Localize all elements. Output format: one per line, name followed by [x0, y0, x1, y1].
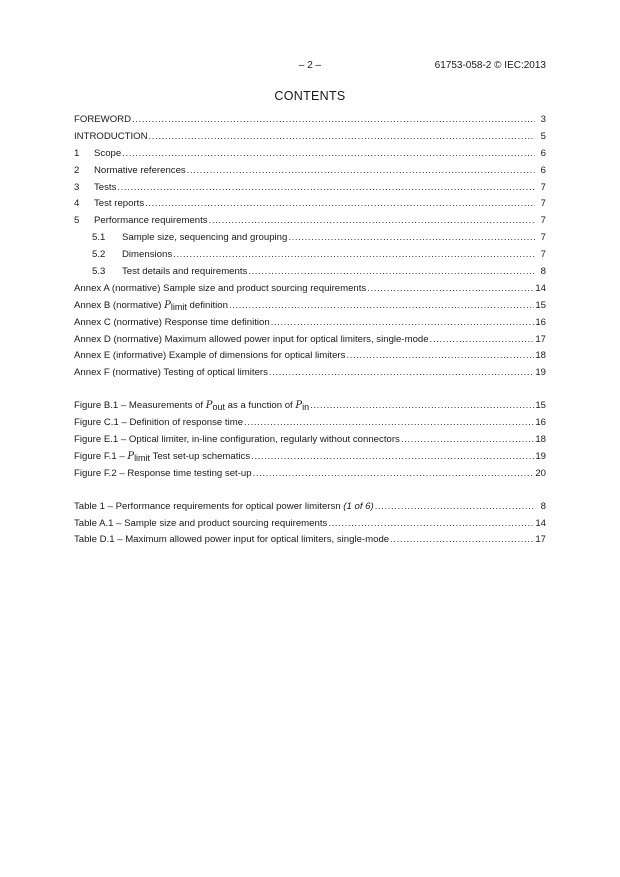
- toc-entry-test-details[interactable]: [74, 266, 546, 283]
- toc-label: Annex E (informative) Example of dimensions for optical limiters: [74, 350, 346, 362]
- table-page: 8: [540, 500, 546, 512]
- toc-page: 3: [540, 114, 546, 125]
- figure-page: 19: [535, 450, 546, 462]
- leader-dots: [269, 367, 534, 378]
- toc-entry-annex-f[interactable]: [74, 367, 546, 384]
- table-page: 14: [535, 517, 546, 529]
- leader-dots: [430, 334, 535, 345]
- toc-page: 6: [540, 164, 546, 176]
- toc-page: 16: [535, 316, 546, 328]
- variable-subscript: limit: [170, 301, 187, 312]
- page-number: – 2 –: [298, 60, 322, 71]
- leader-dots: [173, 249, 535, 260]
- leader-dots: [346, 350, 534, 361]
- toc-page: 17: [535, 333, 546, 345]
- figure-entry-c1[interactable]: [74, 417, 546, 434]
- toc-label: Tests: [94, 181, 117, 193]
- toc-entry-dimensions[interactable]: [74, 249, 546, 266]
- table-label-italic: (1 of 6): [343, 500, 374, 512]
- toc-entry-scope[interactable]: [74, 148, 546, 165]
- figure-entry-e1[interactable]: [74, 434, 546, 451]
- toc-label-pre: Annex B (normative): [74, 299, 165, 311]
- figure-page: 20: [535, 467, 546, 479]
- leader-dots: [244, 417, 534, 428]
- figure-entry-f1[interactable]: [74, 451, 546, 468]
- figure-label-pre: Figure F.1 –: [74, 450, 128, 462]
- toc-label: Test reports: [94, 198, 145, 210]
- figure-label-post: Test set-up schematics: [150, 450, 251, 462]
- section-gap: [74, 384, 546, 400]
- leader-dots: [390, 534, 534, 545]
- figure-page: 16: [535, 417, 546, 429]
- toc-page: 6: [540, 147, 546, 159]
- toc-page: 7: [540, 232, 546, 244]
- figure-label: Figure C.1 – Definition of response time: [74, 417, 244, 429]
- variable-subscript: out: [212, 402, 225, 413]
- toc-entry-annex-c[interactable]: [74, 317, 546, 334]
- toc-entry-performance-requirements[interactable]: [74, 215, 546, 232]
- figure-page: 15: [535, 400, 546, 412]
- contents-title: CONTENTS: [274, 89, 346, 103]
- figure-entry-b1[interactable]: [74, 400, 546, 417]
- figure-label: [74, 400, 309, 412]
- leader-dots: [248, 266, 535, 277]
- leader-dots: [253, 468, 535, 479]
- variable-symbol: P: [164, 299, 171, 311]
- toc-label-post: definition: [186, 299, 228, 311]
- section-gap: [74, 485, 546, 501]
- leader-dots: [271, 317, 535, 328]
- toc-entry-sample-size[interactable]: [74, 232, 546, 249]
- toc-entry-annex-b[interactable]: [74, 300, 546, 317]
- table-entry-1[interactable]: [74, 501, 546, 518]
- toc-label: Scope: [94, 147, 122, 159]
- toc-page: 7: [540, 198, 546, 210]
- toc-number: 2: [74, 164, 80, 176]
- leader-dots: [149, 131, 535, 142]
- toc-label: Annex D (normative) Maximum allowed power input for optical limiters, single-mode: [74, 333, 429, 345]
- table-label: [74, 501, 374, 512]
- table-label: Table D.1 – Maximum allowed power input for optical limiters, single-mode: [74, 534, 390, 546]
- toc-label: INTRODUCTION: [74, 130, 148, 142]
- toc-label: Normative references: [94, 164, 186, 176]
- toc-number: 5.2: [92, 249, 106, 261]
- toc-entry-annex-d[interactable]: [74, 334, 546, 351]
- leader-dots: [288, 232, 535, 243]
- toc-label: Sample size, sequencing and grouping: [122, 232, 288, 244]
- variable-subscript: in: [302, 402, 310, 413]
- variable-subscript: limit: [134, 452, 151, 463]
- table-label-text: Table 1 – Performance requirements for optical power limitersn: [74, 500, 344, 512]
- leader-dots: [310, 400, 534, 411]
- toc-page: 7: [540, 215, 546, 227]
- leader-dots: [328, 518, 534, 529]
- document-reference: 61753-058-2 © IEC:2013: [434, 60, 546, 71]
- table-page: 17: [535, 534, 546, 546]
- figure-label-pre: Figure B.1 – Measurements of: [74, 400, 206, 412]
- toc-entry-foreword[interactable]: [74, 114, 546, 131]
- toc-label: Annex A (normative) Sample size and product sourcing requirements: [74, 282, 367, 294]
- variable-symbol: P: [295, 400, 303, 412]
- leader-dots: [132, 114, 535, 125]
- toc-label: FOREWORD: [74, 114, 132, 125]
- toc-label: Test details and requirements: [122, 266, 248, 278]
- leader-dots: [122, 148, 535, 159]
- leader-dots: [145, 198, 535, 209]
- toc-label: [74, 300, 228, 312]
- toc-page: 19: [535, 367, 546, 379]
- toc-page: 5: [540, 130, 546, 142]
- toc-entry-annex-e[interactable]: [74, 350, 546, 367]
- toc-entry-annex-a[interactable]: [74, 283, 546, 300]
- toc-number: 4: [74, 198, 80, 210]
- variable-symbol: P: [127, 450, 135, 462]
- toc-label: Dimensions: [122, 249, 173, 261]
- toc-page: 14: [535, 282, 546, 294]
- figure-label: [74, 451, 250, 463]
- leader-dots: [229, 300, 534, 311]
- toc-number: 3: [74, 181, 80, 193]
- toc-number: 5: [74, 215, 80, 227]
- toc-entry-introduction[interactable]: [74, 131, 546, 148]
- toc-entry-test-reports[interactable]: [74, 198, 546, 215]
- toc-entry-normative-references[interactable]: [74, 165, 546, 182]
- toc-page: 7: [540, 249, 546, 261]
- figure-label-mid: as a function of: [224, 400, 296, 412]
- leader-dots: [209, 215, 535, 226]
- toc-page: 7: [540, 181, 546, 193]
- table-of-contents: [74, 114, 546, 551]
- leader-dots: [117, 182, 535, 193]
- table-entry-d1[interactable]: [74, 534, 546, 551]
- toc-entry-tests[interactable]: [74, 182, 546, 199]
- leader-dots: [375, 501, 535, 512]
- toc-label: Annex F (normative) Testing of optical limiters: [74, 367, 268, 379]
- figure-label: Figure F.2 – Response time testing set-up: [74, 467, 252, 479]
- table-entry-a1[interactable]: [74, 518, 546, 535]
- toc-page: 18: [535, 350, 546, 362]
- leader-dots: [251, 451, 534, 462]
- figure-page: 18: [535, 434, 546, 446]
- toc-page: 8: [540, 266, 546, 278]
- toc-number: 5.3: [92, 266, 106, 278]
- toc-label: Annex C (normative) Response time definition: [74, 316, 270, 328]
- leader-dots: [367, 283, 534, 294]
- toc-label: Performance requirements: [94, 215, 208, 227]
- leader-dots: [401, 434, 535, 445]
- toc-number: 1: [74, 147, 80, 159]
- variable-symbol: P: [205, 400, 213, 412]
- figure-label: Figure E.1 – Optical limiter, in-line configuration, regularly without connectors: [74, 434, 400, 446]
- table-label: Table A.1 – Sample size and product sourcing requirements: [74, 517, 328, 529]
- leader-dots: [187, 165, 535, 176]
- figure-entry-f2[interactable]: [74, 468, 546, 485]
- toc-page: 15: [535, 299, 546, 311]
- toc-number: 5.1: [92, 232, 106, 244]
